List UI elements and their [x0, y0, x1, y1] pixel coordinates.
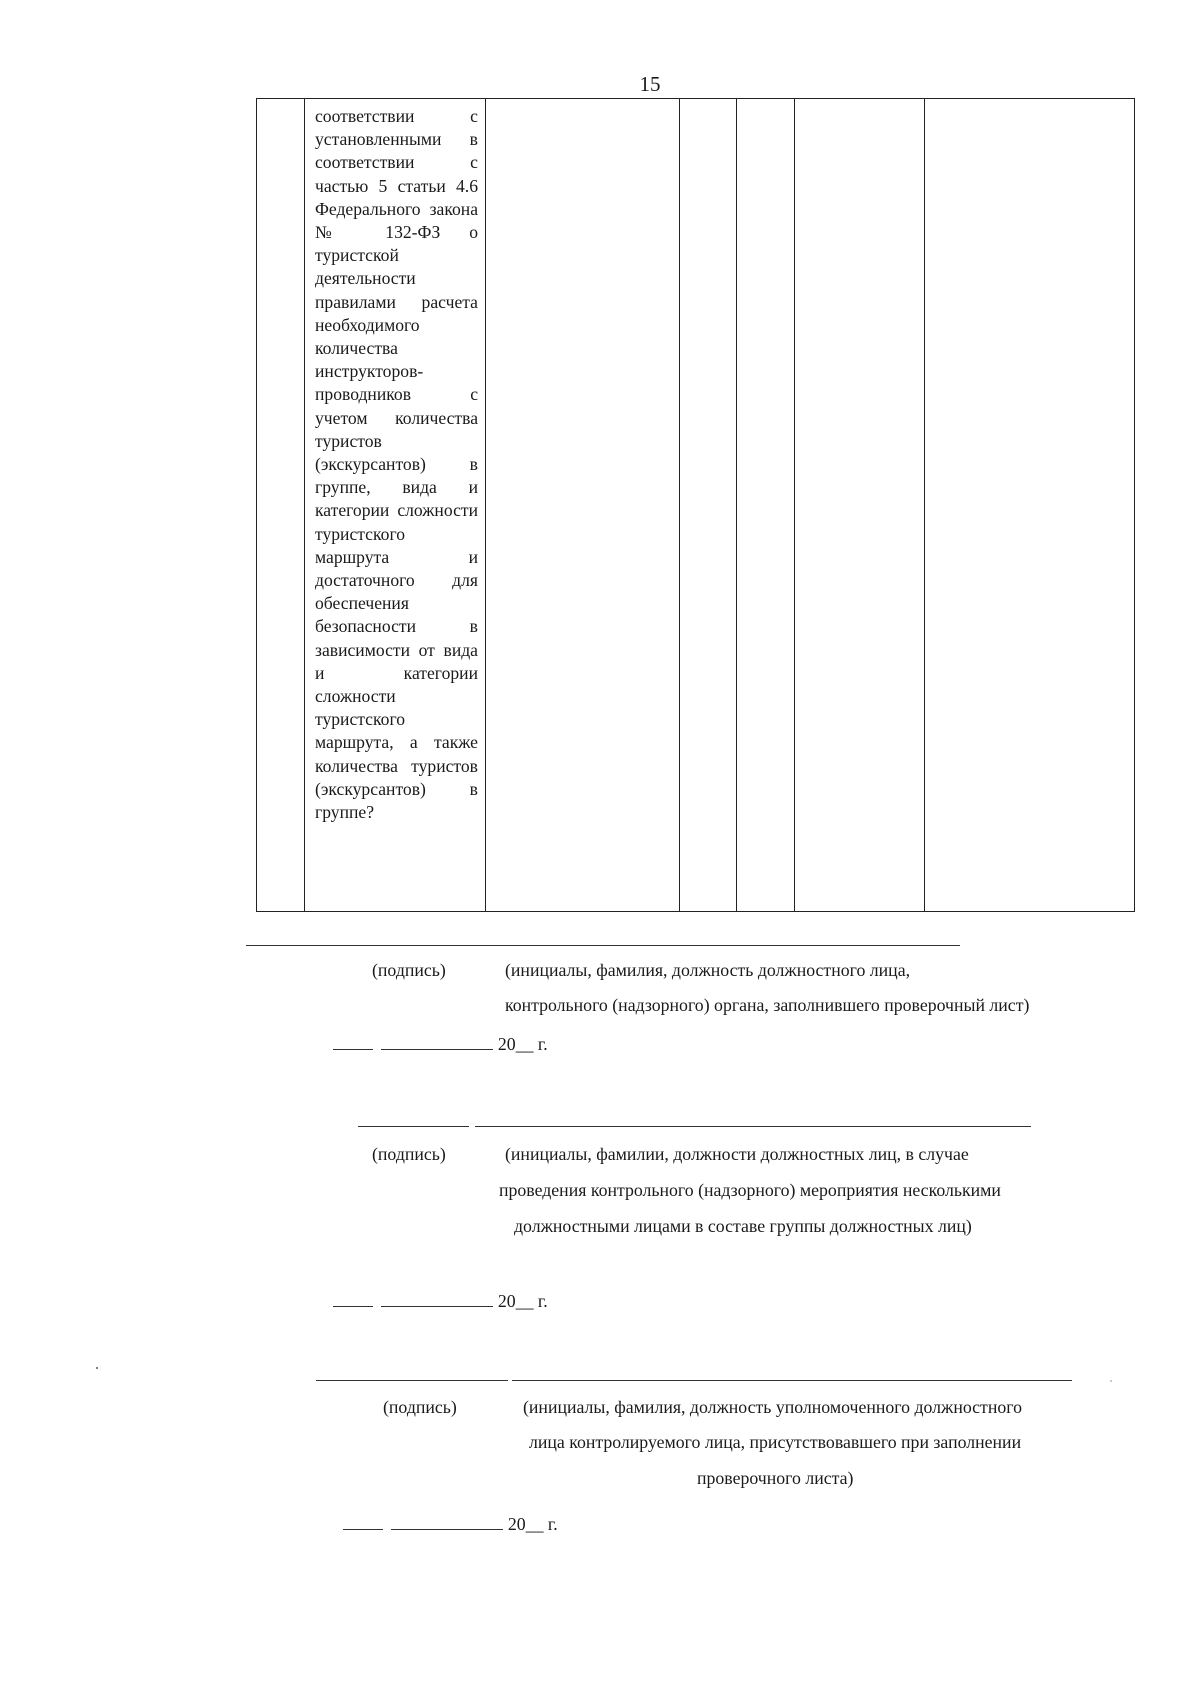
signature-underline[interactable] [246, 945, 960, 946]
name-underline[interactable] [475, 1126, 1031, 1127]
answer-yes-cell[interactable] [680, 99, 737, 912]
controlled-person-description-line: (инициалы, фамилия, должность уполномоченного должностного [523, 1397, 1022, 1417]
date-line[interactable] [343, 1511, 558, 1535]
page-number: 15 [639, 72, 661, 96]
controlled-person-description-line: проверочного листа) [697, 1468, 854, 1488]
answer-no-cell[interactable] [737, 99, 795, 912]
signature-label: (подпись) [372, 1144, 446, 1164]
note-cell[interactable] [925, 99, 1135, 912]
not-applicable-cell[interactable] [795, 99, 925, 912]
signature-label: (подпись) [372, 960, 446, 980]
official-description-line: контрольного (надзорного) органа, заполнившего проверочный лист) [505, 995, 1030, 1015]
date-line[interactable] [333, 1288, 548, 1312]
controlled-person-description-line: лица контролируемого лица, присутствовавшего при заполнении [529, 1432, 1022, 1452]
year-text: 20__ г. [507, 1514, 558, 1534]
official-description-line: (инициалы, фамилия, должность должностного лица, [505, 960, 911, 980]
signature-underline[interactable] [358, 1126, 469, 1127]
group-description-line: проведения контрольного (надзорного) мероприятия несколькими [499, 1180, 1001, 1200]
signature-underline[interactable] [316, 1380, 508, 1381]
scan-speck [1110, 1380, 1112, 1382]
row-number-cell [257, 99, 305, 912]
year-text: 20__ г. [497, 1034, 548, 1054]
requirement-reference-cell [486, 99, 680, 912]
table-row [257, 99, 1135, 912]
question-cell [305, 99, 486, 912]
scan-speck [96, 1367, 98, 1369]
group-description-line: должностными лицами в составе группы должностных лиц) [514, 1216, 972, 1236]
name-underline[interactable] [512, 1380, 1072, 1381]
signature-label: (подпись) [383, 1397, 457, 1417]
question-text: соответствии с установленными в соответствии с частью 5 статьи 4.6 Федерального закона № 132-ФЗ о туристской деятельности правилами расчета необходимого количества инструкторов-проводников с учетом количества туристов (экскурсантов) в группе, вида и категории сложности туристского маршрута и достаточного для обеспечения безопасности в зависимости от вида и категории сложности туристского маршрута, а также количества туристов (экскурсантов) в группе? [315, 106, 478, 823]
year-text: 20__ г. [497, 1291, 548, 1311]
checklist-table [256, 98, 1135, 912]
group-description-line: (инициалы, фамилии, должности должностных лиц, в случае [505, 1144, 969, 1164]
date-line[interactable] [333, 1031, 548, 1055]
